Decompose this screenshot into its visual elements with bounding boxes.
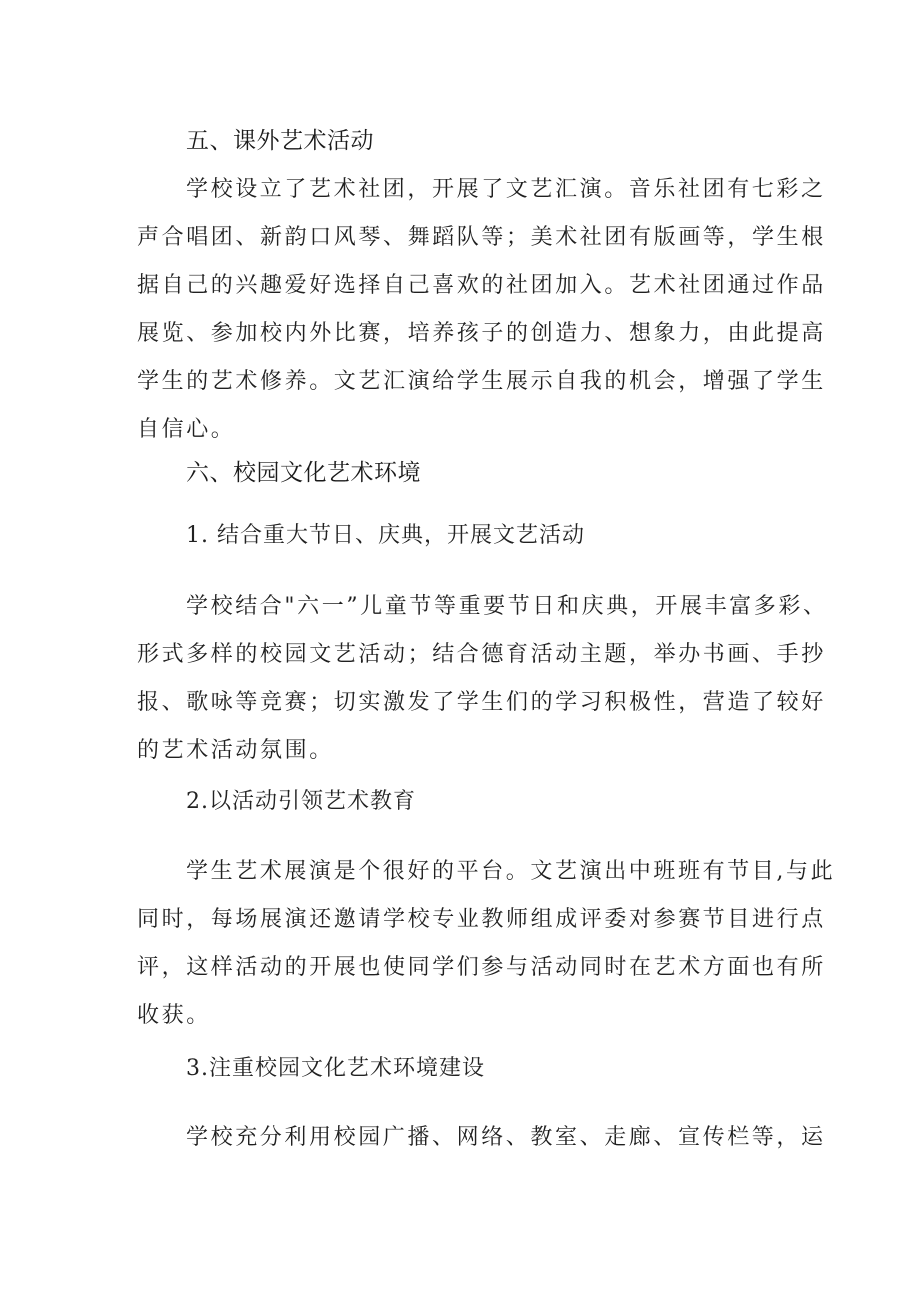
item-1-title: 1. 结合重大节日、庆典，开展文艺活动 [186,523,585,548]
item-1-paragraph [137,583,828,775]
paragraph-line: 声合唱团、新韵口风琴、舞蹈队等；美术社团有版画等，学生根 [137,225,826,250]
paragraph-line: 自信心。 [137,417,236,442]
item-2-paragraph [137,848,836,1040]
section-5-heading: 五、课外艺术活动 [186,128,374,154]
paragraph-line: 学生的艺术修养。文艺汇演给学生展示自我的机会，增强了学生 [137,369,826,394]
paragraph-line: 收获。 [137,1003,211,1028]
paragraph-line: 同时，每场展演还邀请学校专业教师组成评委对参赛节目进行点 [137,907,826,932]
paragraph-line: 学校设立了艺术社团，开展了文艺汇演。音乐社团有七彩之 [186,177,826,202]
paragraph-line: 评，这样活动的开展也使同学们参与活动同时在艺术方面也有所 [137,955,826,980]
item-2-title: 2.以活动引领艺术教育 [186,789,416,814]
item-3-title: 3.注重校园文化艺术环境建设 [186,1056,485,1081]
paragraph-line: 展览、参加校内外比赛，培养孩子的创造力、想象力，由此提高 [137,321,826,346]
section-5-paragraph [137,166,826,454]
paragraph-line: 形式多样的校园文艺活动；结合德育活动主题，举办书画、手抄 [137,642,826,667]
paragraph-line: 据自己的兴趣爱好选择自己喜欢的社团加入。艺术社团通过作品 [137,273,826,298]
paragraph-line: 报、歌咏等竞赛；切实激发了学生们的学习积极性，营造了较好 [137,690,826,715]
paragraph-line: 的艺术活动氛围。 [137,738,334,763]
section-6-heading: 六、校园文化艺术环境 [186,460,421,486]
paragraph-line: 学校结合"六一”儿童节等重要节日和庆典，开展丰富多彩、 [186,594,828,619]
paragraph-line: 学生艺术展演是个很好的平台。文艺演出中班班有节目,与此 [186,859,836,884]
item-3-paragraph [137,1114,826,1162]
paragraph-line: 学校充分利用校园广播、网络、教室、走廊、宣传栏等，运 [186,1125,826,1150]
